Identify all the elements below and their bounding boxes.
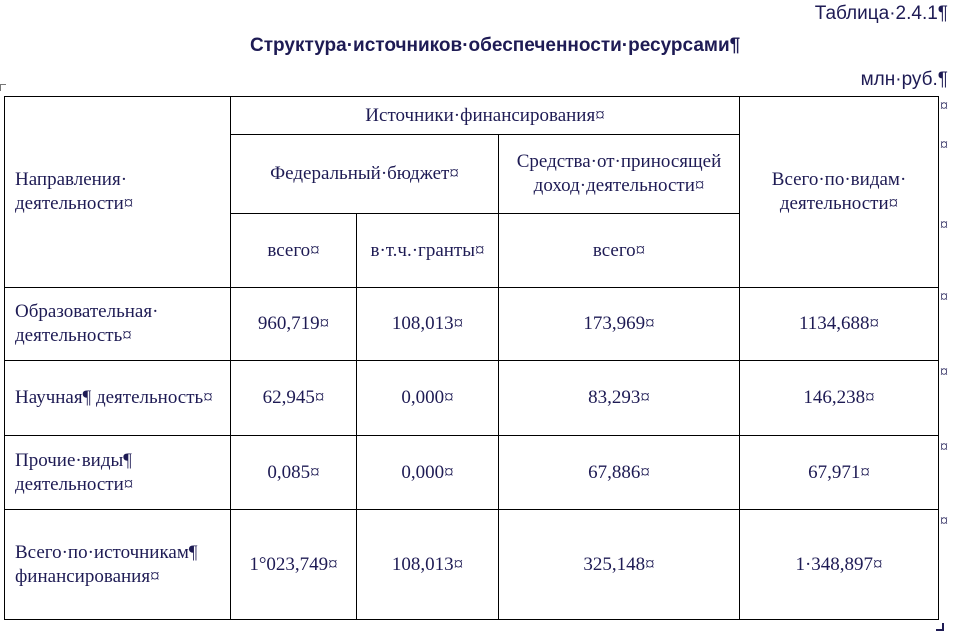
cell-grants: 0,000¤ bbox=[357, 436, 499, 510]
header-income-activity: Средства·от·приносящей доход·деятельности¤ bbox=[499, 135, 740, 214]
end-of-row-mark: ¤ bbox=[940, 439, 948, 456]
end-of-row-mark: ¤ bbox=[940, 137, 948, 154]
cell-total: 146,238¤ bbox=[740, 361, 939, 436]
row-label: Образовательная· деятельность¤ bbox=[5, 288, 231, 361]
row-label: Прочие·виды¶ деятельности¤ bbox=[5, 436, 231, 510]
header-federal-total: всего¤ bbox=[231, 214, 357, 288]
cell-income: 325,148¤ bbox=[499, 510, 740, 620]
cell-total: 67,971¤ bbox=[740, 436, 939, 510]
end-of-row-mark: ¤ bbox=[940, 364, 948, 381]
end-of-row-mark: ¤ bbox=[940, 513, 948, 530]
table-title: Структура·источников·обеспеченности·ресурсами¶ bbox=[250, 35, 741, 56]
cell-federal-total: 62,945¤ bbox=[231, 361, 357, 436]
cell-federal-total: 0,085¤ bbox=[231, 436, 357, 510]
header-federal-budget: Федеральный·бюджет¤ bbox=[231, 135, 499, 214]
table-end-icon bbox=[936, 623, 944, 631]
header-sources: Источники·финансирования¤ bbox=[231, 97, 740, 135]
cell-federal-total: 1°023,749¤ bbox=[231, 510, 357, 620]
header-grants: в·т.ч.·гранты¤ bbox=[357, 214, 499, 288]
units-label: млн·руб.¶ bbox=[860, 69, 948, 90]
end-of-row-mark: ¤ bbox=[940, 289, 948, 306]
table-caption: Таблица·2.4.1¶ bbox=[814, 3, 948, 24]
row-label: Всего·по·источникам¶ финансирования¤ bbox=[5, 510, 231, 620]
cell-federal-total: 960,719¤ bbox=[231, 288, 357, 361]
cell-grants: 108,013¤ bbox=[357, 288, 499, 361]
cell-grants: 108,013¤ bbox=[357, 510, 499, 620]
cell-income: 173,969¤ bbox=[499, 288, 740, 361]
financing-table bbox=[4, 96, 939, 620]
header-total-by-type: Всего·по·видам· деятельности¤ bbox=[740, 97, 939, 288]
header-income-total: всего¤ bbox=[499, 214, 740, 288]
cell-total: 1134,688¤ bbox=[740, 288, 939, 361]
table-row bbox=[5, 288, 939, 361]
cell-income: 67,886¤ bbox=[499, 436, 740, 510]
cell-income: 83,293¤ bbox=[499, 361, 740, 436]
cell-grants: 0,000¤ bbox=[357, 361, 499, 436]
table-row bbox=[5, 361, 939, 436]
table-anchor-icon bbox=[0, 84, 6, 91]
end-of-row-mark: ¤ bbox=[940, 217, 948, 234]
end-of-row-mark: ¤ bbox=[940, 98, 948, 115]
header-directions: Направления· деятельности¤ bbox=[5, 97, 231, 288]
cell-total: 1·348,897¤ bbox=[740, 510, 939, 620]
table-row bbox=[5, 436, 939, 510]
table-row bbox=[5, 510, 939, 620]
row-label: Научная¶ деятельность¤ bbox=[5, 361, 231, 436]
